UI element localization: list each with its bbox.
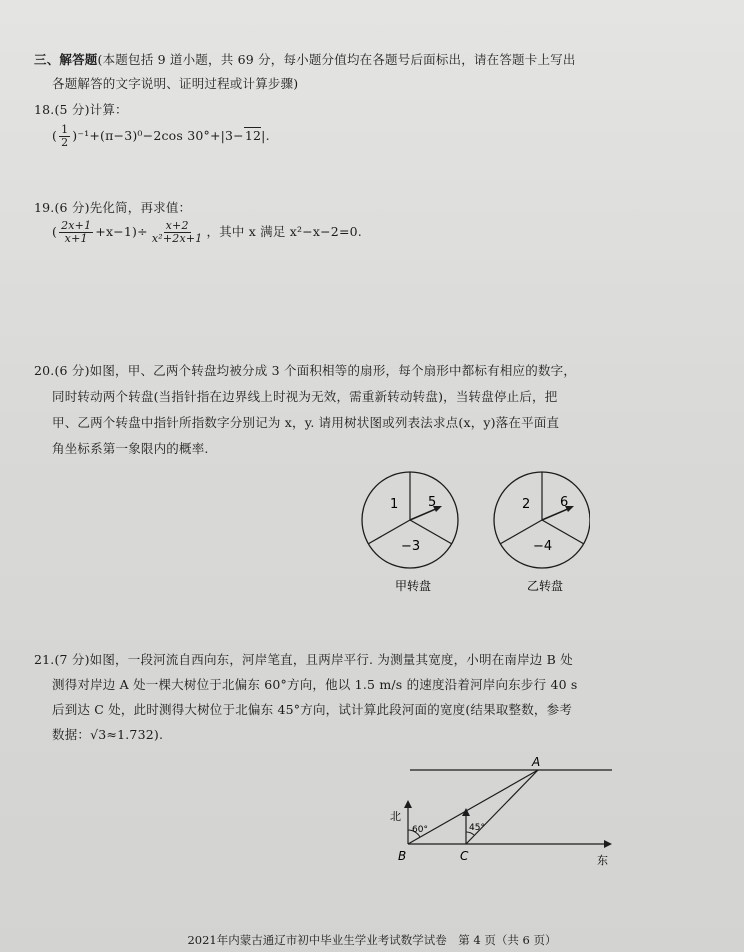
q18-fraction xyxy=(59,124,70,149)
q20-line-1: 20.(6 分)如图，甲、乙两个转盘均被分成 3 个面积相等的扇形，每个扇形中都标有相应的数字， xyxy=(34,363,577,378)
wheel-jia-label: 甲转盘 xyxy=(395,579,432,593)
section-desc-1: (本题包括 9 道小题，共 69 分，每小题分值均在各题号后面标出，请在答题卡上写出 xyxy=(97,52,576,67)
q19-f2-den: x²+2x+1 xyxy=(151,232,203,246)
q19-f2-num: x+2 xyxy=(165,219,189,232)
q21-line-2: 测得对岸边 A 处一棵大树位于北偏东 60°方向，他以 1.5 m/s 的速度沿着河岸向东步行 40 s xyxy=(52,677,578,692)
q19-expression xyxy=(52,220,362,245)
section-heading xyxy=(34,50,576,68)
north-arrow-b-head xyxy=(404,800,412,808)
q18-middle: )⁻¹+(π−3)⁰−2cos 30°+|3− xyxy=(72,128,244,144)
wheel-yi-number-2: 6 xyxy=(560,495,569,510)
point-a-label: A xyxy=(532,755,541,769)
spinners-figure xyxy=(350,468,590,598)
wheel-jia-number-1: 1 xyxy=(390,497,399,512)
east-arrow-head xyxy=(604,840,612,848)
q18-frac-num: 1 xyxy=(61,123,69,136)
wheel-yi xyxy=(494,472,590,593)
q19-f1-den: x+1 xyxy=(64,232,88,246)
point-b-label: B xyxy=(398,849,407,863)
wheel-jia-number-2: 5 xyxy=(428,495,437,510)
q18-header: 18.(5 分)计算： xyxy=(34,102,128,117)
q19-tail: ，其中 x 满足 x²−x−2=0. xyxy=(206,224,362,240)
east-label: 东 xyxy=(597,854,608,867)
q19-open: ( xyxy=(52,224,58,240)
wheel-jia-number-3: −3 xyxy=(401,539,421,554)
q18-sqrt: 12 xyxy=(244,128,262,144)
q20-line-2: 同时转动两个转盘(当指针指在边界线上时视为无效，需重新转动转盘)，当转盘停止后，把 xyxy=(52,389,558,404)
q21-line-3: 后到达 C 处，此时测得大树位于北偏东 45°方向，试计算此段河面的宽度(结果取整数，参考 xyxy=(52,702,573,717)
q21-line-1: 21.(7 分)如图，一段河流自西向东，河岸笔直，且两岸平行. 为测量其宽度，小明在南岸边 B 处 xyxy=(34,652,573,667)
wheel-yi-number-3: −4 xyxy=(533,539,553,554)
section-desc-2: 各题解答的文字说明、证明过程或计算步骤) xyxy=(52,76,299,91)
q20-line-3: 甲、乙两个转盘中指针所指数字分别记为 x，y. 请用树状图或列表法求点(x，y)落在平面直 xyxy=(52,415,560,430)
section-title: 三、解答题 xyxy=(34,52,98,67)
q19-header: 19.(6 分)先化简，再求值： xyxy=(34,200,192,215)
q19-fraction-1 xyxy=(59,220,93,245)
page-footer: 2021年内蒙古通辽市初中毕业生学业考试数学试卷 第 4 页（共 6 页） xyxy=(187,933,557,947)
angle-60-label: 60° xyxy=(412,825,428,835)
wheel-yi-label: 乙转盘 xyxy=(527,579,564,593)
north-label: 北 xyxy=(390,810,401,823)
q18-frac-den: 2 xyxy=(61,136,69,150)
point-c-label: C xyxy=(460,849,469,863)
q20-line-4: 角坐标系第一象限内的概率. xyxy=(52,441,209,456)
q18-open: ( xyxy=(52,128,58,144)
q19-f1-num: 2x+1 xyxy=(61,219,92,232)
q19-mid: +x−1)÷ xyxy=(95,224,148,240)
angle-45-label: 45° xyxy=(469,823,485,833)
wheel-yi-number-1: 2 xyxy=(522,497,531,512)
q18-close: |. xyxy=(261,128,270,144)
wheel-jia xyxy=(362,472,458,593)
q19-fraction-2 xyxy=(150,220,205,245)
river-diagram xyxy=(380,752,630,876)
q18-expression xyxy=(52,124,270,149)
q21-line-4: 数据：√3≈1.732). xyxy=(52,727,164,742)
